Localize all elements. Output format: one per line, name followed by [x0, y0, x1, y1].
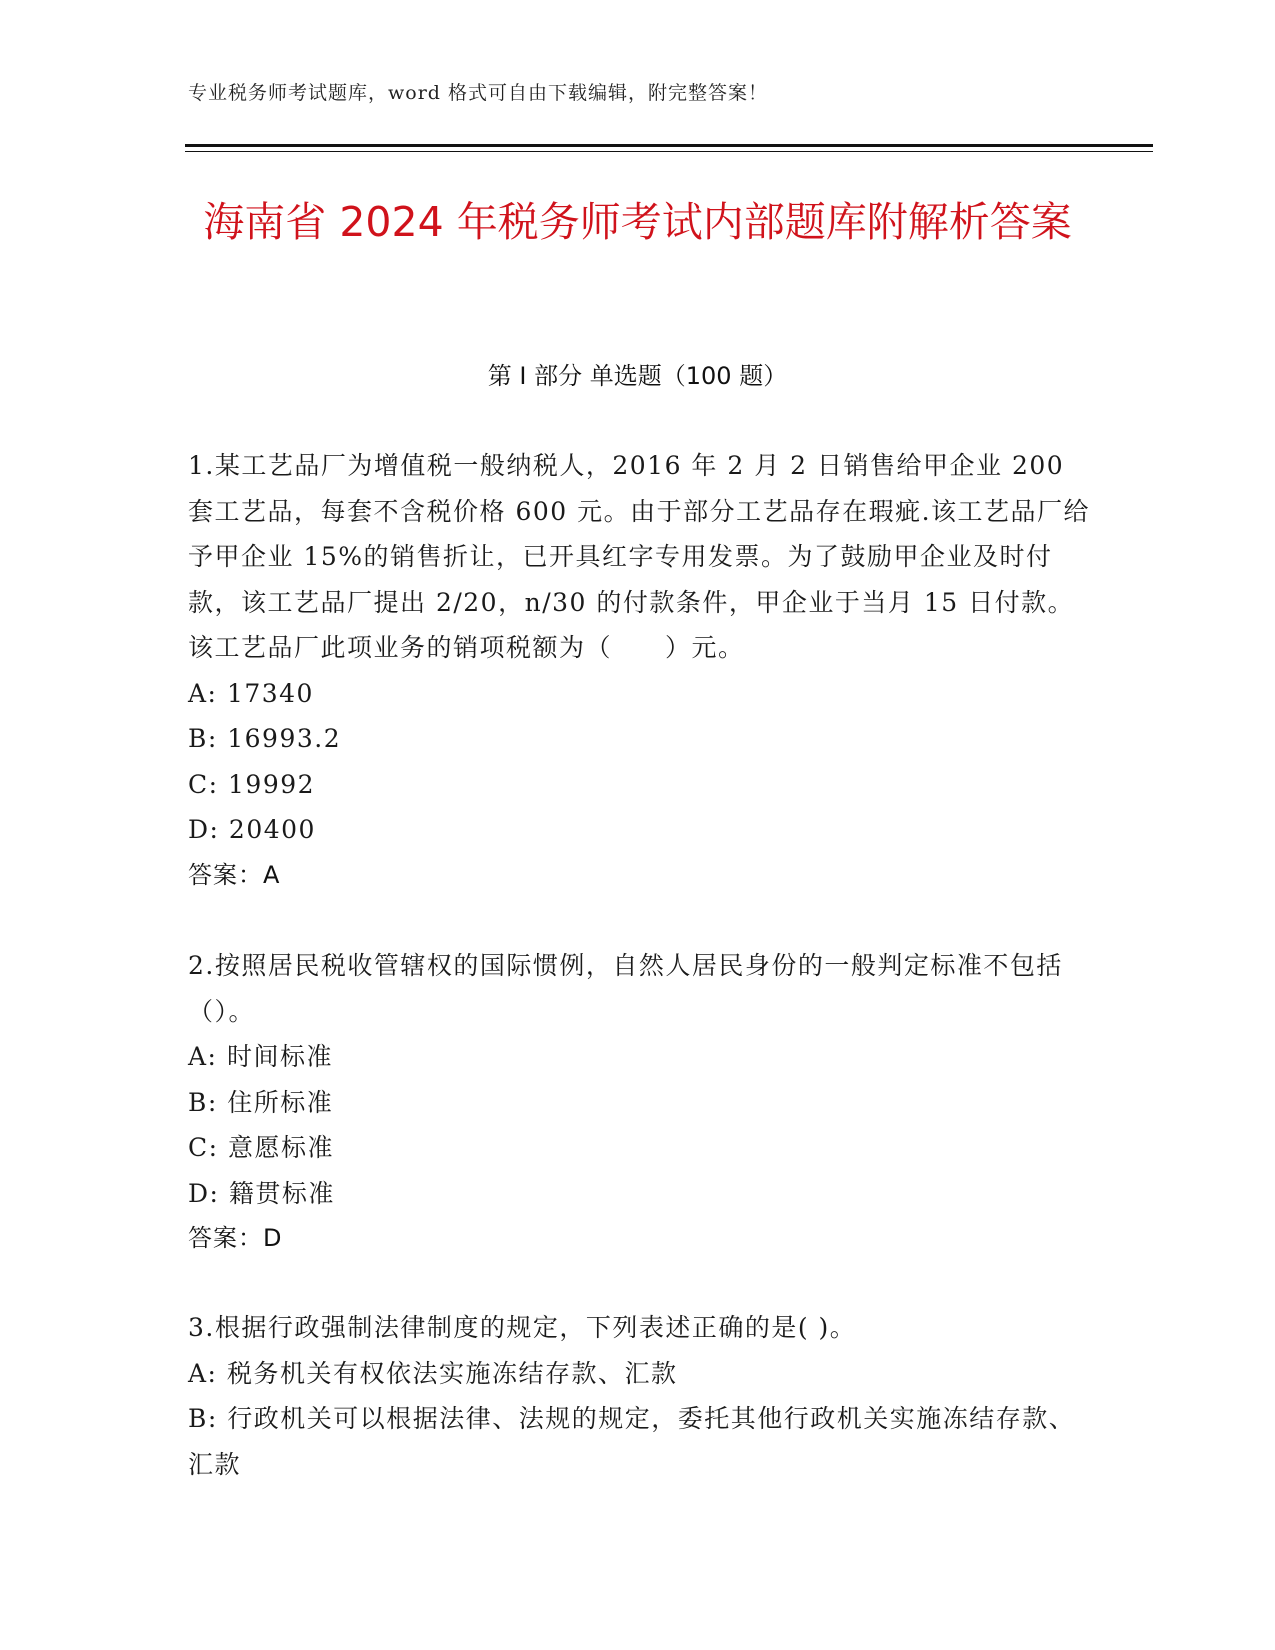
question-3 [188, 1305, 1093, 1487]
option-d: D: 籍贯标准 [188, 1178, 335, 1208]
question-stem: 3.根据行政强制法律制度的规定，下列表述正确的是( )。 [188, 1313, 857, 1342]
option-a: A: 时间标准 [188, 1042, 333, 1071]
question-stem: 1.某工艺品厂为增值税一般纳税人，2016 年 2 月 2 日销售给甲企业 200 套工艺品，每套不含税价格 600 元。由于部分工艺品存在瑕疵.该工艺品厂给予甲企业 15%的销售折让，已开具红字专用发票。为了鼓励甲企业及时付款，该工艺品厂提出 2/20，n/30 的付款条件，甲企业于当月 15 日付款。该工艺品厂此项业务的销项税额为（ ）元。 [188, 451, 1091, 662]
option-c: C: 19992 [188, 769, 316, 799]
answer: 答案：D [188, 1224, 283, 1252]
question-1 [188, 443, 1093, 898]
question-stem: 2.按照居民税收管辖权的国际惯例，自然人居民身份的一般判定标准不包括（）。 [188, 951, 1063, 1026]
header-note: 专业税务师考试题库，word 格式可自由下载编辑，附完整答案！ [188, 82, 768, 104]
section-title: 第 I 部分 单选题（100 题） [487, 362, 788, 390]
document-title: 海南省 2024 年税务师考试内部题库附解析答案 [203, 198, 1072, 246]
header-rule-thin [185, 151, 1153, 152]
option-a: A: 税务机关有权依法实施冻结存款、汇款 [188, 1358, 678, 1388]
option-a: A: 17340 [188, 678, 314, 708]
option-b: B: 住所标准 [188, 1087, 334, 1117]
option-b: B: 16993.2 [188, 724, 342, 753]
header-rule-thick [185, 144, 1153, 147]
option-b: B: 行政机关可以根据法律、法规的规定，委托其他行政机关实施冻结存款、汇款 [188, 1404, 1076, 1479]
question-2 [188, 943, 1093, 1262]
option-c: C: 意愿标准 [188, 1133, 335, 1162]
option-d: D: 20400 [188, 815, 316, 844]
answer: 答案：A [188, 860, 281, 889]
